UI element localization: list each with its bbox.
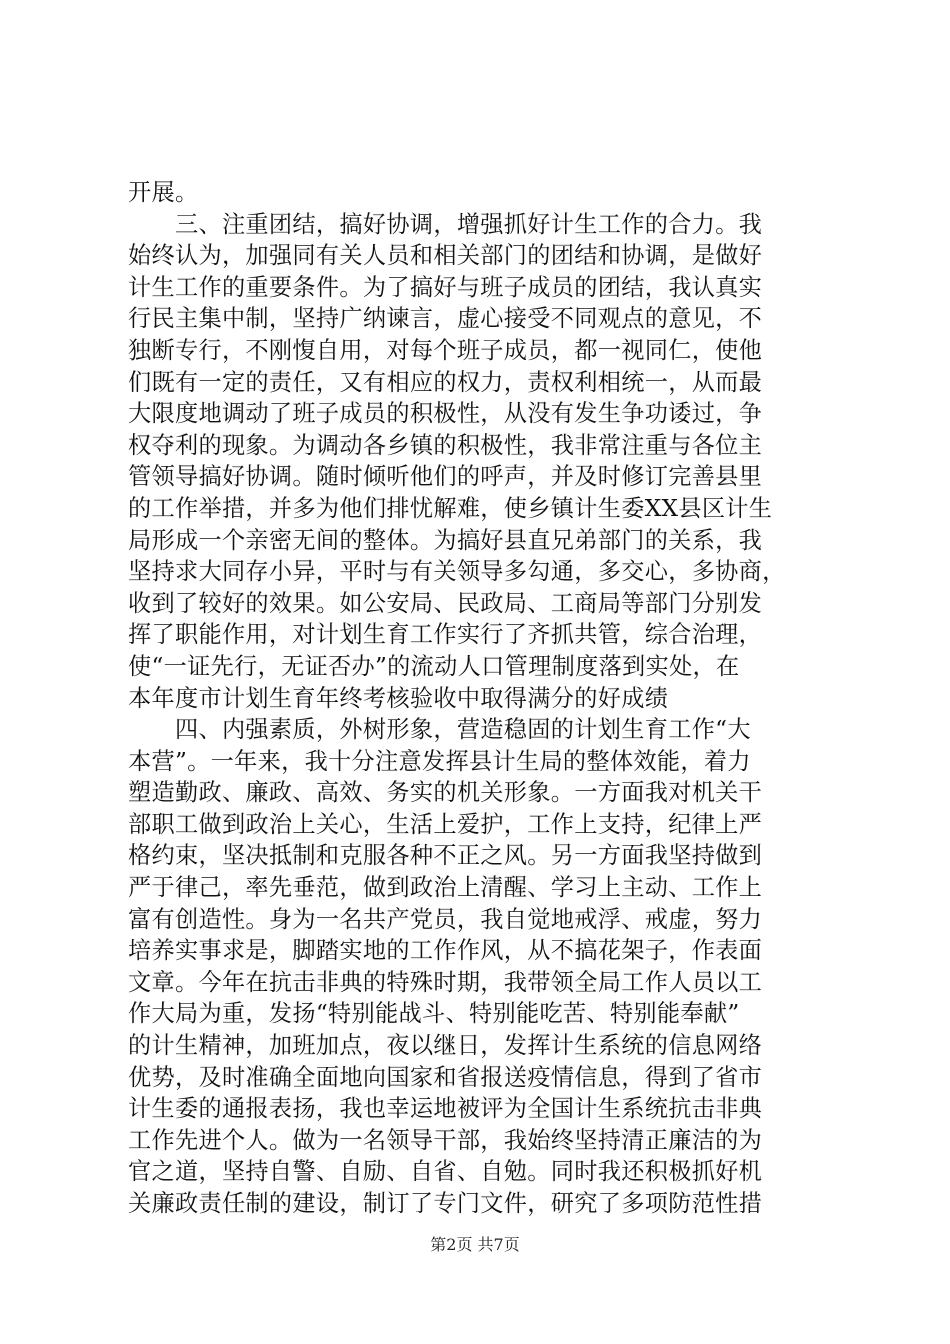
text-line: 本年度市计划生育年终考核验收中取得满分的好成绩 [128,684,669,712]
text-line: 局形成一个亲密无间的整体。为搞好县直兄弟部门的关系，我 [128,526,763,554]
text-line: 官之道，坚持自警、自励、自省、自勉。同时我还积极抓好机 [128,1158,763,1186]
text-line: 使“一证先行，无证否办”的流动人口管理制度落到实处，在 [128,652,740,680]
body-text [128,177,834,1220]
text-line: 三、注重团结，搞好协调，增强抓好计生工作的合力。我 [128,210,763,238]
text-line: 的工作举措，并多为他们排忧解难，使乡镇计生委XX县区计生 [128,494,773,522]
text-line: 挥了职能作用，对计划生育工作实行了齐抓共管，综合治理， [128,621,763,649]
text-line: 部职工做到政治上关心，生活上爱护，工作上支持，纪律上严 [128,810,763,838]
text-line: 权夺利的现象。为调动各乡镇的积极性，我非常注重与各位主 [128,431,763,459]
text-line: 始终认为，加强同有关人员和相关部门的团结和协调，是做好 [128,242,763,270]
text-line: 文章。今年在抗击非典的特殊时期，我带领全局工作人员以工 [128,968,763,996]
text-line: 们既有一定的责任，又有相应的权力，责权利相统一，从而最 [128,368,763,396]
text-line: 收到了较好的效果。如公安局、民政局、工商局等部门分别发 [128,589,763,617]
text-line: 独断专行，不刚愎自用，对每个班子成员，都一视同仁，使他 [128,336,763,364]
text-line: 关廉政责任制的建设，制订了专门文件，研究了多项防范性措 [128,1190,763,1217]
text-line: 计生委的通报表扬，我也幸运地被评为全国计生系统抗击非典 [128,1095,763,1123]
text-line: 格约束，坚决抵制和克服各种不正之风。另一方面我坚持做到 [128,842,763,870]
text-line: 计生工作的重要条件。为了搞好与班子成员的团结，我认真实 [128,273,763,301]
text-line: 工作先进个人。做为一名领导干部，我始终坚持清正廉洁的为 [128,1126,763,1154]
text-line: 塑造勤政、廉政、高效、务实的机关形象。一方面我对机关干 [128,779,763,807]
text-line: 严于律己，率先垂范，做到政治上清醒、学习上主动、工作上 [128,874,763,902]
text-line: 培养实事求是，脚踏实地的工作作风，从不搞花架子，作表面 [128,937,763,965]
page-footer: 第2页 共7页 [430,1235,520,1254]
text-line: 坚持求大同存小异，平时与有关领导多勾通，多交心，多协商， [128,558,786,586]
text-line: 的计生精神，加班加点，夜以继日，发挥计生系统的信息网络 [128,1032,763,1060]
text-line: 开展。 [128,179,199,206]
text-line: 四、内强素质，外树形象，营造稳固的计划生育工作“大 [128,716,751,744]
text-line: 大限度地调动了班子成员的积极性，从没有发生争功诿过，争 [128,400,763,428]
text-line: 本营”。一年来，我十分注意发挥县计生局的整体效能，着力 [128,747,751,775]
text-line: 富有创造性。身为一名共产党员，我自觉地戒浮、戒虚，努力 [128,905,763,933]
text-line: 优势，及时准确全面地向国家和省报送疫情信息，得到了省市 [128,1063,763,1091]
text-line: 管领导搞好协调。随时倾听他们的呼声，并及时修订完善县里 [128,463,763,491]
text-line: 行民主集中制，坚持广纳谏言，虚心接受不同观点的意见，不 [128,305,763,333]
text-line: 作大局为重，发扬“特别能战斗、特别能吃苦、特别能奉献” [128,1000,740,1028]
